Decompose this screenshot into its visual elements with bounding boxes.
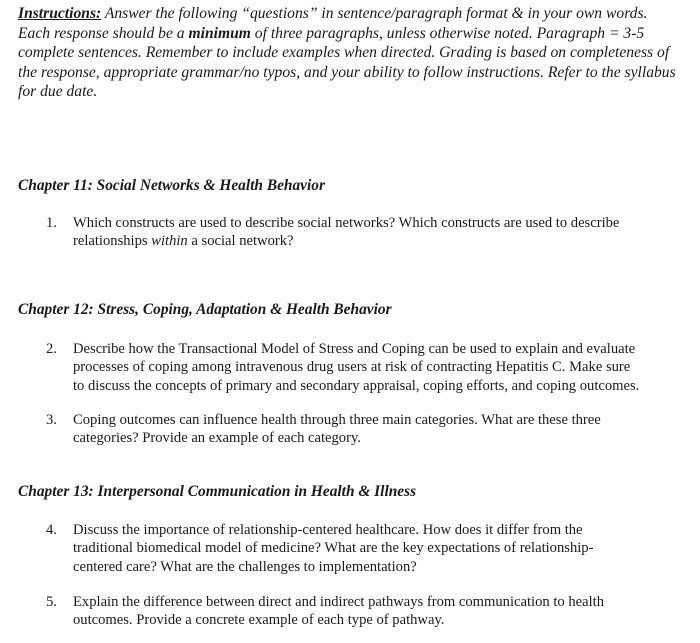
question-line: Which constructs are used to describe social networks? Which constructs are used to describe [73, 215, 620, 231]
chapter-11-heading: Chapter 11: Social Networks & Health Behavior [18, 177, 325, 194]
question-text [73, 593, 676, 630]
question-line: outcomes. Provide a concrete example of each type of pathway. [73, 612, 445, 629]
question-4 [46, 521, 676, 576]
question-line: processes of coping among intravenous drug users at risk of contracting Hepatitis C. Make sure [73, 359, 631, 376]
question-text [73, 411, 676, 448]
question-number: 4. [46, 522, 57, 538]
question-number: 5. [46, 594, 57, 610]
question-text [73, 214, 676, 251]
question-line: Describe how the Transactional Model of Stress and Coping can be used to explain and evaluate [73, 341, 636, 357]
question-line: Coping outcomes can influence health through three main categories. What are these three [73, 412, 601, 428]
question-line [73, 232, 676, 250]
chapter-12-heading: Chapter 12: Stress, Coping, Adaptation & Health Behavior [18, 301, 392, 318]
question-line: centered care? What are the challenges to implementation? [73, 558, 417, 575]
instructions-label: Instructions: [18, 5, 102, 22]
question-text [73, 340, 676, 395]
question-line: traditional biomedical model of medicine? What are the key expectations of relationship- [73, 540, 594, 557]
question-text [73, 521, 676, 576]
question-line-text: relationships [73, 233, 152, 250]
question-number: 1. [46, 215, 57, 231]
chapter-13-heading: Chapter 13: Interpersonal Communication in Health & Illness [18, 483, 417, 500]
question-number: 3. [46, 412, 57, 428]
instructions-emphasis: minimum [188, 24, 251, 42]
question-line: Discuss the importance of relationship-centered healthcare. How does it differ from the [73, 522, 583, 538]
question-3 [46, 411, 676, 448]
question-line: categories? Provide an example of each category. [73, 430, 361, 447]
question-line: to discuss the concepts of primary and secondary appraisal, coping efforts, and coping outcomes. [73, 377, 640, 394]
question-1 [46, 214, 676, 251]
instructions-text-part1: Answer the following “questions” in sentence/paragraph format & in your own words. Each response should be a [18, 5, 648, 42]
instructions-paragraph [18, 4, 682, 102]
question-5 [46, 593, 676, 630]
question-2 [46, 340, 676, 395]
question-line-text: a social network? [187, 233, 294, 250]
question-line-italic: within [151, 233, 188, 250]
instructions-text-part2: of three paragraphs, unless otherwise noted. Paragraph = 3-5 complete sentences. Remember to include examples when directed. Grading is based on completeness of the response, appropriate grammar/no typos, and your ability to follow instructions. Refer to the syllabus for due date. [18, 24, 676, 100]
question-number: 2. [46, 341, 57, 357]
question-line: Explain the difference between direct and indirect pathways from communication to health [73, 594, 604, 610]
